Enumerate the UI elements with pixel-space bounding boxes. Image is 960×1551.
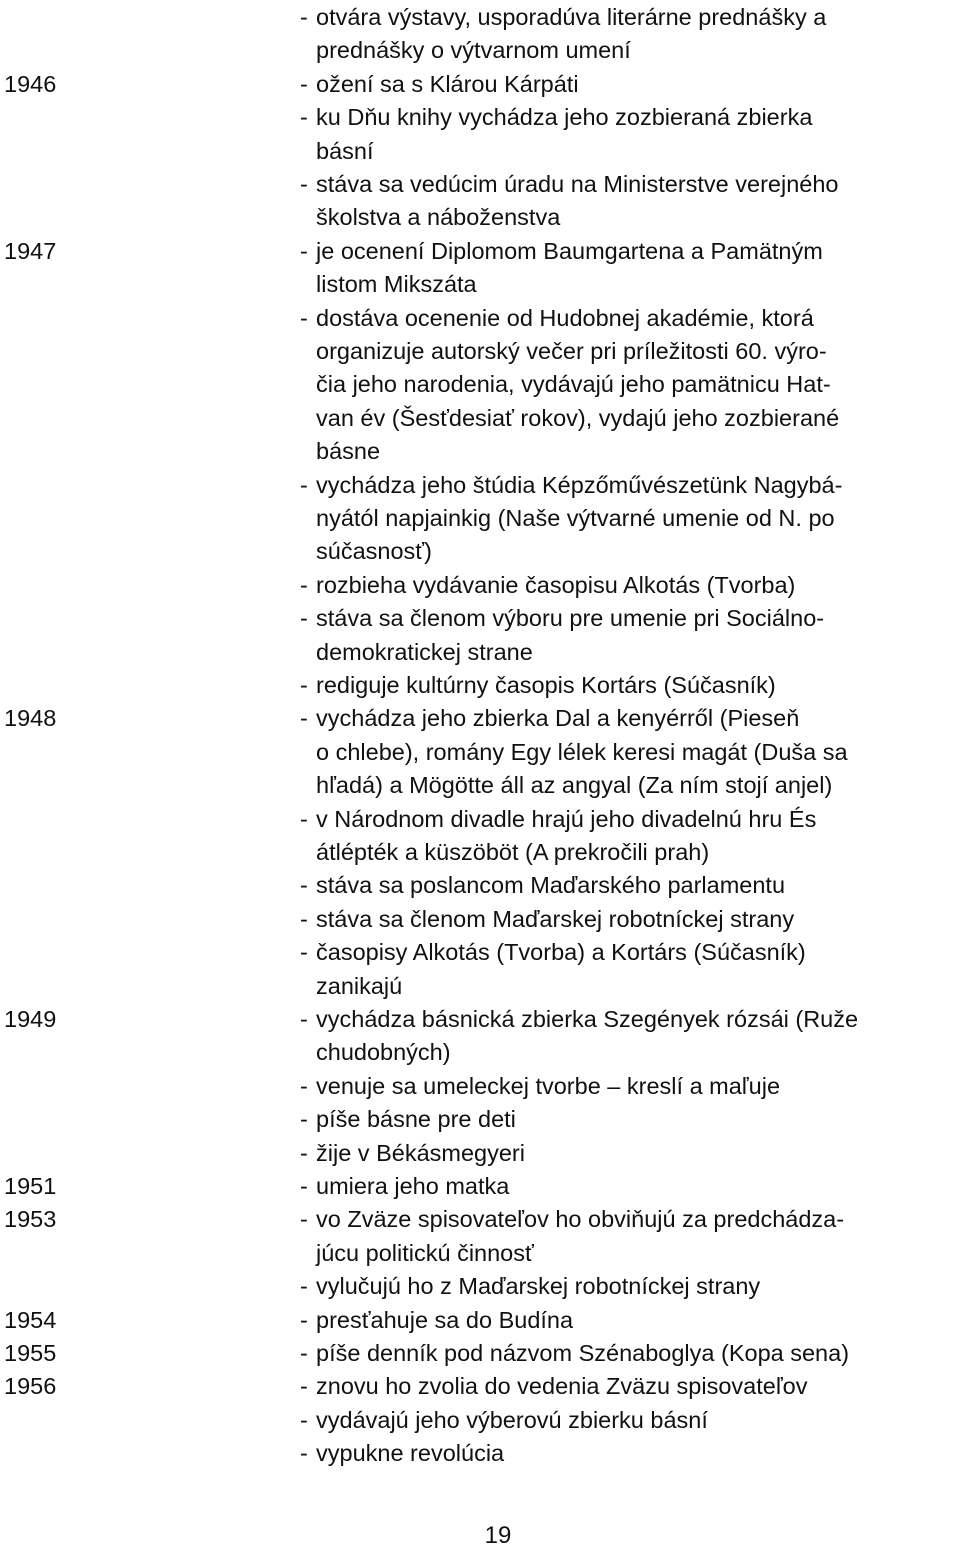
timeline-line <box>0 469 960 502</box>
bullet-dash: - <box>300 104 308 131</box>
year-label: 1948 <box>4 705 57 732</box>
year-label: 1946 <box>4 70 57 97</box>
event-text: vychádza básnická zbierka Szegények rózsái (Ruže <box>316 1006 859 1032</box>
year-label: 1956 <box>4 1373 57 1400</box>
timeline-line <box>0 302 960 335</box>
bullet-dash: - <box>300 471 308 498</box>
timeline-line <box>0 101 960 134</box>
timeline-line <box>0 869 960 902</box>
event-text: zanikajú <box>316 972 403 999</box>
event-text: listom Mikszáta <box>316 271 477 298</box>
timeline-line <box>0 1237 960 1270</box>
timeline-line <box>0 168 960 201</box>
timeline-line <box>0 201 960 234</box>
bullet-dash: - <box>300 1273 308 1300</box>
bullet-dash: - <box>300 571 308 598</box>
timeline-line <box>0 970 960 1003</box>
bullet-dash: - <box>300 171 308 197</box>
timeline-line <box>0 669 960 702</box>
event-text: umiera jeho matka <box>316 1173 510 1199</box>
bullet-dash: - <box>300 1006 308 1032</box>
event-text: presťahuje sa do Budína <box>316 1306 574 1333</box>
timeline-line <box>0 1003 960 1036</box>
event-text: rediguje kultúrny časopis Kortárs (Súčasník) <box>316 672 776 698</box>
event-text: prednášky o výtvarnom umení <box>316 37 631 64</box>
year-label: 1954 <box>4 1306 57 1333</box>
event-text: píše denník pod názvom Szénaboglya (Kopa sena) <box>316 1340 850 1366</box>
timeline-line <box>0 1270 960 1303</box>
timeline-line <box>0 34 960 67</box>
bullet-dash: - <box>300 70 308 97</box>
bullet-dash: - <box>300 1373 308 1400</box>
timeline-line <box>0 903 960 936</box>
event-text: čia jeho narodenia, vydávajú jeho pamätnicu Hat- <box>316 371 831 398</box>
event-text: ožení sa s Klárou Kárpáti <box>316 70 579 97</box>
event-text: vo Zväze spisovateľov ho obviňujú za predchádza- <box>316 1206 845 1233</box>
bullet-dash: - <box>300 304 308 331</box>
bullet-dash: - <box>300 939 308 966</box>
year-label: 1951 <box>4 1173 57 1199</box>
timeline-line <box>0 335 960 368</box>
timeline-line <box>0 268 960 301</box>
event-text: je ocenení Diplomom Baumgartena a Pamätným <box>316 237 823 264</box>
timeline-line <box>0 1 960 34</box>
timeline-line <box>0 836 960 869</box>
year-label: 1949 <box>4 1006 57 1032</box>
event-text: hľadá) a Mögötte áll az angyal (Za ním stojí anjel) <box>316 772 833 799</box>
bullet-dash: - <box>300 1072 308 1099</box>
event-text: básne <box>316 438 381 465</box>
event-text: časopisy Alkotás (Tvorba) a Kortárs (Súčasník) <box>316 939 806 966</box>
bullet-dash: - <box>300 1306 308 1333</box>
timeline-line <box>0 135 960 168</box>
timeline-line <box>0 1337 960 1370</box>
event-text: píše básne pre deti <box>316 1106 516 1133</box>
event-text: vypukne revolúcia <box>316 1440 505 1467</box>
bullet-dash: - <box>300 872 308 899</box>
event-text: organizuje autorský večer pri príležitosti 60. výro- <box>316 338 827 364</box>
bullet-dash: - <box>300 705 308 732</box>
event-text: demokratickej strane <box>316 638 533 665</box>
bullet-dash: - <box>300 1173 308 1199</box>
bullet-dash: - <box>300 905 308 932</box>
timeline-line <box>0 368 960 401</box>
bullet-dash: - <box>300 4 308 30</box>
timeline-line <box>0 1070 960 1103</box>
timeline-line <box>0 535 960 568</box>
timeline-line <box>0 1203 960 1236</box>
timeline-line <box>0 602 960 635</box>
event-text: vychádza jeho zbierka Dal a kenyérről (Pieseň <box>316 705 800 732</box>
event-text: stáva sa poslancom Maďarského parlamentu <box>316 872 786 899</box>
timeline-line <box>0 636 960 669</box>
timeline-line <box>0 736 960 769</box>
timeline-line <box>0 1137 960 1170</box>
event-text: stáva sa členom výboru pre umenie pri Sociálno- <box>316 605 825 632</box>
bullet-dash: - <box>300 1206 308 1233</box>
bullet-dash: - <box>300 1139 308 1166</box>
timeline-line <box>0 402 960 435</box>
timeline-line <box>0 769 960 802</box>
event-text: znovu ho zvolia do vedenia Zväzu spisovateľov <box>316 1373 808 1400</box>
event-text: vylučujú ho z Maďarskej robotníckej strany <box>316 1273 761 1300</box>
timeline-line <box>0 1103 960 1136</box>
event-text: v Národnom divadle hrajú jeho divadelnú hru És <box>316 805 817 832</box>
timeline-line <box>0 936 960 969</box>
timeline-line <box>0 1370 960 1403</box>
event-text: júcu politickú činnosť <box>316 1239 534 1266</box>
timeline-line <box>0 702 960 735</box>
event-text: o chlebe), romány Egy lélek keresi magát (Duša sa <box>316 738 848 765</box>
bullet-dash: - <box>300 605 308 632</box>
bullet-dash: - <box>300 1440 308 1467</box>
timeline-line <box>0 569 960 602</box>
event-text: žije v Békásmegyeri <box>316 1139 525 1166</box>
timeline-line <box>0 1304 960 1337</box>
event-text: vychádza jeho štúdia Képzőművészetünk Nagybá- <box>316 471 843 498</box>
event-text: dostáva ocenenie od Hudobnej akadémie, ktorá <box>316 304 814 331</box>
bullet-dash: - <box>300 1340 308 1366</box>
timeline-line <box>0 435 960 468</box>
timeline-line <box>0 1170 960 1203</box>
timeline-line <box>0 68 960 101</box>
bullet-dash: - <box>300 672 308 698</box>
event-text: otvára výstavy, usporadúva literárne prednášky a <box>316 4 827 30</box>
event-text: básní <box>316 137 374 164</box>
event-text: átlépték a küszöböt (A prekročili prah) <box>316 839 710 865</box>
event-text: súčasnosť) <box>316 538 432 565</box>
event-text: školstva a náboženstva <box>316 204 561 231</box>
year-label: 1955 <box>4 1340 57 1366</box>
event-text: rozbieha vydávanie časopisu Alkotás (Tvorba) <box>316 571 796 598</box>
timeline-line <box>0 803 960 836</box>
event-text: chudobných) <box>316 1039 451 1066</box>
event-text: ku Dňu knihy vychádza jeho zozbieraná zbierka <box>316 104 813 131</box>
event-text: vydávajú jeho výberovú zbierku básní <box>316 1406 708 1433</box>
event-text: venuje sa umeleckej tvorbe – kreslí a maľuje <box>316 1072 781 1099</box>
year-label: 1947 <box>4 237 57 264</box>
event-text: stáva sa členom Maďarskej robotníckej strany <box>316 905 795 932</box>
bullet-dash: - <box>300 805 308 832</box>
page-number: 19 <box>484 1522 512 1549</box>
timeline-line <box>0 1404 960 1437</box>
bullet-dash: - <box>300 237 308 264</box>
timeline-line <box>0 1437 960 1470</box>
timeline-line <box>0 502 960 535</box>
bullet-dash: - <box>300 1406 308 1433</box>
year-label: 1953 <box>4 1206 57 1233</box>
event-text: van év (Šesťdesiať rokov), vydajú jeho zozbierané <box>316 404 840 431</box>
event-text: nyától napjainkig (Naše výtvarné umenie od N. po <box>316 505 835 531</box>
timeline-line <box>0 1036 960 1069</box>
timeline-line <box>0 235 960 268</box>
event-text: stáva sa vedúcim úradu na Ministerstve verejného <box>316 171 839 197</box>
bullet-dash: - <box>300 1106 308 1133</box>
